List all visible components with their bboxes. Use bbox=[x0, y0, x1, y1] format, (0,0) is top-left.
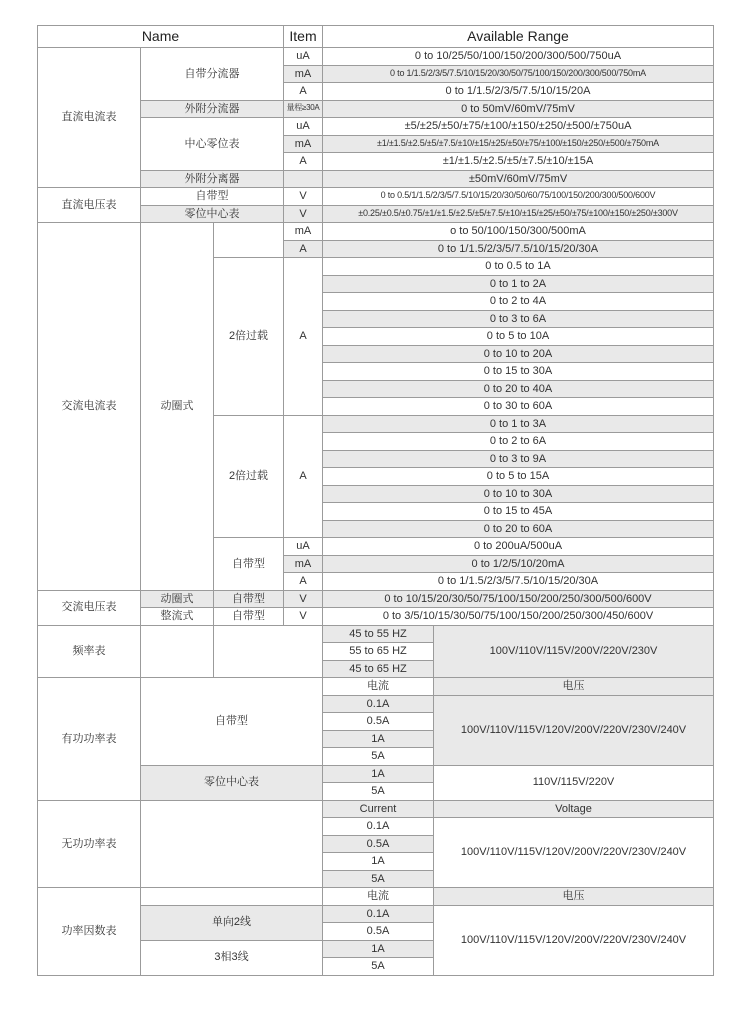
table-cell: A bbox=[284, 573, 323, 591]
table-cell: 0 to 1/1.5/2/3/5/7.5/10/15/20/30/50/75/100/150/200/300/500/750mA bbox=[323, 65, 714, 83]
table-cell: 2倍过载 bbox=[214, 415, 284, 538]
table-cell: 0 to 20 to 40A bbox=[323, 380, 714, 398]
table-cell: A bbox=[284, 153, 323, 171]
table-cell: 电流 bbox=[323, 678, 434, 696]
table-cell: 100V/110V/115V/120V/200V/220V/230V/240V bbox=[434, 818, 714, 888]
table-cell: 2倍过载 bbox=[214, 258, 284, 416]
table-cell: mA bbox=[284, 555, 323, 573]
table-cell: ±5/±25/±50/±75/±100/±150/±250/±500/±750uA bbox=[323, 118, 714, 136]
table-cell: ±50mV/60mV/75mV bbox=[323, 170, 714, 188]
table-cell: 0.1A bbox=[323, 695, 434, 713]
table-cell: mA bbox=[284, 135, 323, 153]
table-cell: 3相3线 bbox=[141, 940, 323, 975]
table-cell: 0 to 2 to 4A bbox=[323, 293, 714, 311]
table-row bbox=[38, 590, 714, 608]
table-cell: 45 to 55 HZ bbox=[323, 625, 434, 643]
group-dc-voltmeter: 直流电压表 bbox=[38, 188, 141, 223]
table-cell: 0 to 15 to 45A bbox=[323, 503, 714, 521]
spec-table-body bbox=[38, 48, 714, 976]
table-cell: 0 to 0.5/1/1.5/2/3/5/7.5/10/15/20/30/50/60/75/100/150/200/300/500/600V bbox=[323, 188, 714, 206]
table-cell: 100V/110V/115V/200V/220V/230V bbox=[434, 625, 714, 678]
table-cell: 零位中心表 bbox=[141, 765, 323, 800]
table-cell: 0 to 1 to 2A bbox=[323, 275, 714, 293]
table-cell: 1A bbox=[323, 940, 434, 958]
table-cell: 0.5A bbox=[323, 713, 434, 731]
table-cell: 0 to 1/1.5/2/3/5/7.5/10/15/20/30A bbox=[323, 240, 714, 258]
table-cell: 零位中心表 bbox=[141, 205, 284, 223]
table-cell: 0 to 1/1.5/2/3/5/7.5/10/15/20/30A bbox=[323, 573, 714, 591]
table-cell bbox=[214, 625, 323, 678]
table-cell: 5A bbox=[323, 783, 434, 801]
table-cell: uA bbox=[284, 538, 323, 556]
table-cell: 5A bbox=[323, 870, 434, 888]
table-cell: 5A bbox=[323, 958, 434, 976]
table-cell: 0 to 20 to 60A bbox=[323, 520, 714, 538]
table-cell: 0 to 10 to 30A bbox=[323, 485, 714, 503]
table-cell: 自带型 bbox=[214, 538, 284, 591]
table-cell: 0.1A bbox=[323, 905, 434, 923]
table-cell: 0 to 3/5/10/15/30/50/75/100/150/200/250/300/450/600V bbox=[323, 608, 714, 626]
table-cell: A bbox=[284, 415, 323, 538]
group-power-factor-meter: 功率因数表 bbox=[38, 888, 141, 976]
table-cell: 0 to 5 to 15A bbox=[323, 468, 714, 486]
table-cell: uA bbox=[284, 48, 323, 66]
header-name: Name bbox=[38, 26, 284, 48]
group-active-power-meter: 有功功率表 bbox=[38, 678, 141, 801]
table-cell: V bbox=[284, 590, 323, 608]
table-row bbox=[38, 223, 714, 241]
table-row bbox=[38, 625, 714, 643]
table-cell: V bbox=[284, 205, 323, 223]
table-cell: 0 to 0.5 to 1A bbox=[323, 258, 714, 276]
table-cell: ±0.25/±0.5/±0.75/±1/±1.5/±2.5/±5/±7.5/±10/±15/±25/±50/±75/±100/±150/±250/±300V bbox=[323, 205, 714, 223]
table-cell: 自带型 bbox=[141, 188, 284, 206]
table-cell: 0 to 10 to 20A bbox=[323, 345, 714, 363]
table-cell: V bbox=[284, 608, 323, 626]
table-cell: 自带型 bbox=[214, 608, 284, 626]
table-cell: 整流式 bbox=[141, 608, 214, 626]
table-cell: 0 to 1 to 3A bbox=[323, 415, 714, 433]
table-cell: 单向2线 bbox=[141, 905, 323, 940]
table-cell: o to 50/100/150/300/500mA bbox=[323, 223, 714, 241]
header-available-range: Available Range bbox=[323, 26, 714, 48]
table-cell: 电压 bbox=[434, 888, 714, 906]
table-cell: 0 to 2 to 6A bbox=[323, 433, 714, 451]
table-row bbox=[38, 678, 714, 696]
group-ac-voltmeter: 交流电压表 bbox=[38, 590, 141, 625]
table-cell: ±1/±1.5/±2.5/±5/±7.5/±10/±15A bbox=[323, 153, 714, 171]
table-cell: A bbox=[284, 83, 323, 101]
table-row bbox=[38, 48, 714, 66]
table-row bbox=[38, 800, 714, 818]
table-cell bbox=[141, 625, 214, 678]
table-cell: 动圈式 bbox=[141, 590, 214, 608]
table-cell: 自带分流器 bbox=[141, 48, 284, 101]
spec-table-head bbox=[38, 26, 714, 48]
table-cell: 0 to 5 to 10A bbox=[323, 328, 714, 346]
header-row bbox=[38, 26, 714, 48]
table-cell: V bbox=[284, 188, 323, 206]
table-cell: mA bbox=[284, 65, 323, 83]
table-cell: 0 to 1/1.5/2/3/5/7.5/10/15/20A bbox=[323, 83, 714, 101]
table-cell: 0 to 3 to 6A bbox=[323, 310, 714, 328]
group-dc-ammeter: 直流电流表 bbox=[38, 48, 141, 188]
table-cell: 0 to 200uA/500uA bbox=[323, 538, 714, 556]
table-cell: 0 to 50mV/60mV/75mV bbox=[323, 100, 714, 118]
table-cell: 0 to 10/25/50/100/150/200/300/500/750uA bbox=[323, 48, 714, 66]
table-cell: 动圈式 bbox=[141, 223, 214, 591]
table-cell: 100V/110V/115V/120V/200V/220V/230V/240V bbox=[434, 905, 714, 975]
table-cell bbox=[284, 170, 323, 188]
table-cell: 外附分流器 bbox=[141, 100, 284, 118]
table-cell: 电流 bbox=[323, 888, 434, 906]
table-cell: 55 to 65 HZ bbox=[323, 643, 434, 661]
table-cell: 自带型 bbox=[141, 678, 323, 766]
table-cell: 110V/115V/220V bbox=[434, 765, 714, 800]
table-cell bbox=[141, 800, 323, 888]
table-cell: ±1/±1.5/±2.5/±5/±7.5/±10/±15/±25/±50/±75/±100/±150/±250/±500/±750mA bbox=[323, 135, 714, 153]
table-cell: 0 to 10/15/20/30/50/75/100/150/200/250/300/500/600V bbox=[323, 590, 714, 608]
table-cell: 100V/110V/115V/120V/200V/220V/230V/240V bbox=[434, 695, 714, 765]
table-cell: 外附分离器 bbox=[141, 170, 284, 188]
table-row bbox=[38, 888, 714, 906]
table-cell: 1A bbox=[323, 853, 434, 871]
header-item: Item bbox=[284, 26, 323, 48]
group-ac-ammeter: 交流电流表 bbox=[38, 223, 141, 591]
table-cell: 电压 bbox=[434, 678, 714, 696]
table-cell: 0.5A bbox=[323, 923, 434, 941]
table-cell: Current bbox=[323, 800, 434, 818]
table-cell: mA bbox=[284, 223, 323, 241]
table-row bbox=[38, 188, 714, 206]
table-cell: 0 to 15 to 30A bbox=[323, 363, 714, 381]
table-cell: 5A bbox=[323, 748, 434, 766]
table-cell: 0 to 30 to 60A bbox=[323, 398, 714, 416]
table-cell: 0 to 3 to 9A bbox=[323, 450, 714, 468]
table-cell: 0 to 1/2/5/10/20mA bbox=[323, 555, 714, 573]
table-cell: 量程≥30A bbox=[284, 100, 323, 118]
table-cell: 0.5A bbox=[323, 835, 434, 853]
table-cell bbox=[214, 223, 284, 258]
table-cell: A bbox=[284, 258, 323, 416]
table-cell bbox=[141, 888, 323, 906]
table-cell: Voltage bbox=[434, 800, 714, 818]
table-cell: 1A bbox=[323, 765, 434, 783]
table-cell: 自带型 bbox=[214, 590, 284, 608]
group-reactive-power-meter: 无功功率表 bbox=[38, 800, 141, 888]
table-cell: uA bbox=[284, 118, 323, 136]
spec-table bbox=[37, 25, 714, 976]
table-cell: A bbox=[284, 240, 323, 258]
table-cell: 0.1A bbox=[323, 818, 434, 836]
group-frequency-meter: 频率表 bbox=[38, 625, 141, 678]
table-cell: 1A bbox=[323, 730, 434, 748]
table-cell: 45 to 65 HZ bbox=[323, 660, 434, 678]
table-cell: 中心零位表 bbox=[141, 118, 284, 171]
